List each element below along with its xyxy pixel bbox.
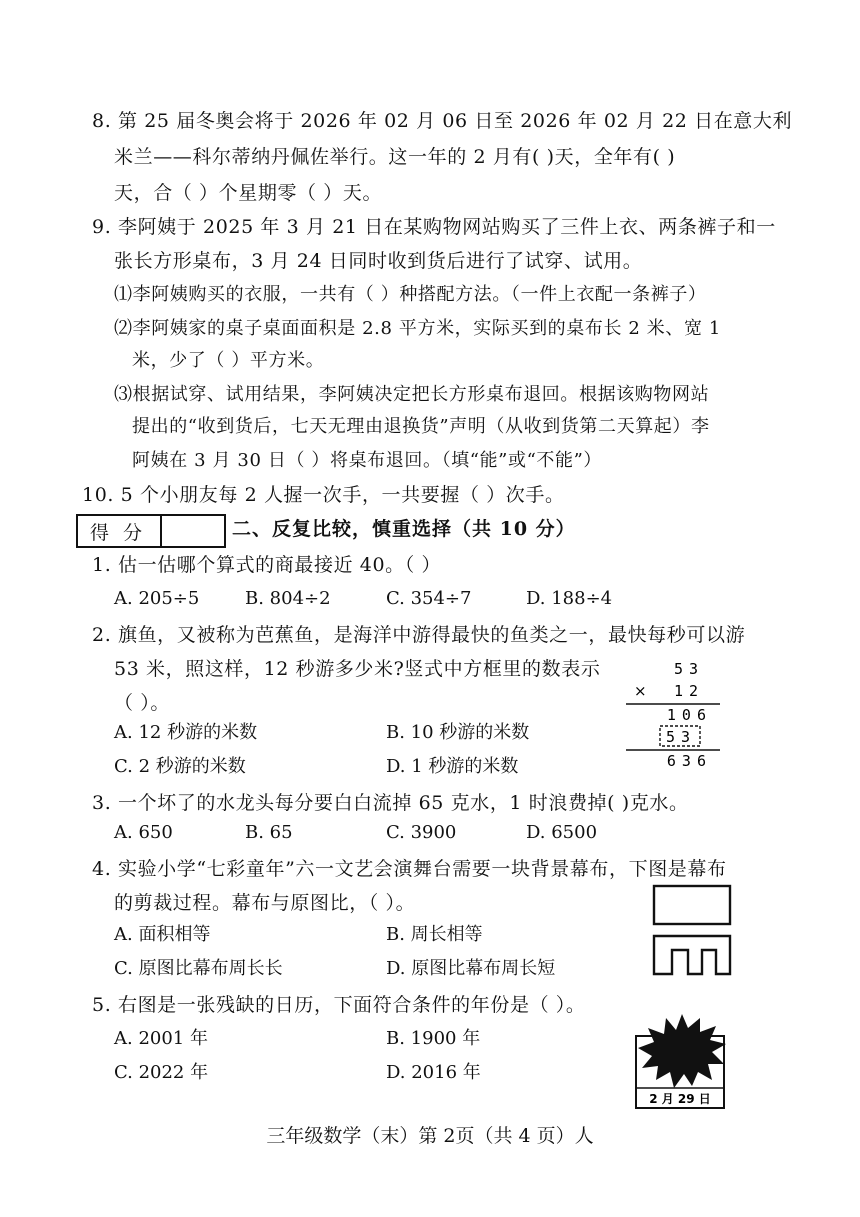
mc4-option-a: A. 面积相等 [114, 924, 211, 945]
mc1-option-d: D. 188÷4 [526, 588, 613, 609]
mc5-option-b: B. 1900 年 [386, 1028, 481, 1049]
mc2-option-a: A. 12 秒游的米数 [114, 722, 258, 743]
original-rectangle [654, 886, 730, 924]
mc1-option-a: A. 205÷5 [114, 588, 200, 609]
q9-sub-3-line-2: 提出的“收到货后，七天无理由退换货”声明（从收到货第二天算起）李 [132, 416, 710, 437]
calendar-date-label: 2 月 29 日 [649, 1092, 711, 1106]
mc3-option-c: C. 3900 [386, 822, 457, 843]
mc2-line-1: 2. 旗鱼，又被称为芭蕉鱼，是海洋中游得最快的鱼类之一，最快每秒可以游 [92, 624, 746, 646]
mc3-option-b: B. 65 [245, 822, 293, 843]
calc-partial-2: 53 [665, 728, 696, 746]
score-box [76, 514, 226, 548]
calc-partial-1: 106 [666, 706, 712, 724]
q9-sub-3-line-3: 阿姨在 3 月 30 日（ ）将桌布退回。（填“能”或“不能”） [132, 450, 602, 471]
calc-result: 636 [666, 752, 712, 768]
mc3-option-a: A. 650 [114, 822, 173, 843]
mc4-option-c: C. 原图比幕布周长长 [114, 958, 283, 979]
calc-multiplier: 12 [673, 682, 704, 700]
mc3-stem: 3. 一个坏了的水龙头每分要白白流掉 65 克水，1 时浪费掉( )克水。 [92, 792, 689, 814]
mc3-option-d: D. 6500 [526, 822, 598, 843]
mc4-line-1: 4. 实验小学“七彩童年”六一文艺会演舞台需要一块背景幕布，下图是幕布 [92, 858, 727, 880]
cut-curtain-shape [654, 936, 730, 974]
mc5-option-c: C. 2022 年 [114, 1062, 209, 1083]
q9-sub-1: ⑴李阿姨购买的衣服，一共有（ ）种搭配方法。（一件上衣配一条裤子） [114, 284, 707, 305]
curtain-cutting-figure [650, 884, 734, 980]
score-box-blank[interactable] [162, 516, 224, 546]
q8-line-1: 8. 第 25 届冬奥会将于 2026 年 02 月 06 日至 2026 年 02 月 22 日在意大利 [92, 110, 793, 132]
q10-line-1: 10. 5 个小朋友每 2 人握一次手，一共要握（ ）次手。 [82, 484, 565, 506]
q8-line-3: 天，合（ ）个星期零（ ）天。 [114, 182, 383, 204]
mc1-stem: 1. 估一估哪个算式的商最接近 40。（ ） [92, 554, 442, 576]
q9-sub-2-line-2: 米，少了（ ）平方米。 [132, 350, 325, 371]
mc1-option-c: C. 354÷7 [386, 588, 472, 609]
calc-operator: × [634, 682, 647, 700]
vertical-multiplication-figure [620, 656, 730, 768]
mc2-line-3: （ ）。 [114, 692, 170, 714]
q9-sub-2-line-1: ⑵李阿姨家的桌子桌面面积是 2.8 平方米，实际买到的桌布长 2 米、宽 1 [114, 318, 721, 339]
mc2-line-2: 53 米，照这样，12 秒游多少米?竖式中方框里的数表示 [114, 658, 601, 680]
q8-line-2: 米兰——科尔蒂纳丹佩佐举行。这一年的 2 月有( )天，全年有( ) [114, 146, 676, 168]
score-box-label: 得分 [78, 516, 162, 546]
mc2-option-c: C. 2 秒游的米数 [114, 756, 246, 777]
mc1-option-b: B. 804÷2 [245, 588, 331, 609]
mc5-option-a: A. 2001 年 [114, 1028, 208, 1049]
page-footer: 三年级数学（末）第 2页（共 4 页）人 [266, 1125, 594, 1147]
mc4-option-d: D. 原图比幕布周长短 [386, 958, 556, 979]
section-2-title: 二、反复比较，慎重选择（共 10 分） [232, 518, 576, 540]
mc2-option-b: B. 10 秒游的米数 [386, 722, 530, 743]
mc5-option-d: D. 2016 年 [386, 1062, 481, 1083]
mc2-option-d: D. 1 秒游的米数 [386, 756, 519, 777]
mc5-stem: 5. 右图是一张残缺的日历，下面符合条件的年份是（ ）。 [92, 994, 586, 1016]
mc4-line-2: 的剪裁过程。幕布与原图比，（ ）。 [114, 892, 416, 914]
torn-calendar-figure [630, 1012, 730, 1110]
q9-sub-3-line-1: ⑶根据试穿、试用结果，李阿姨决定把长方形桌布退回。根据该购物网站 [114, 384, 710, 405]
q9-line-1: 9. 李阿姨于 2025 年 3 月 21 日在某购物网站购买了三件上衣、两条裤子和一 [92, 216, 776, 238]
calc-multiplicand: 53 [673, 660, 704, 678]
mc4-option-b: B. 周长相等 [386, 924, 483, 945]
q9-line-2: 张长方形桌布，3 月 24 日同时收到货后进行了试穿、试用。 [114, 250, 643, 272]
